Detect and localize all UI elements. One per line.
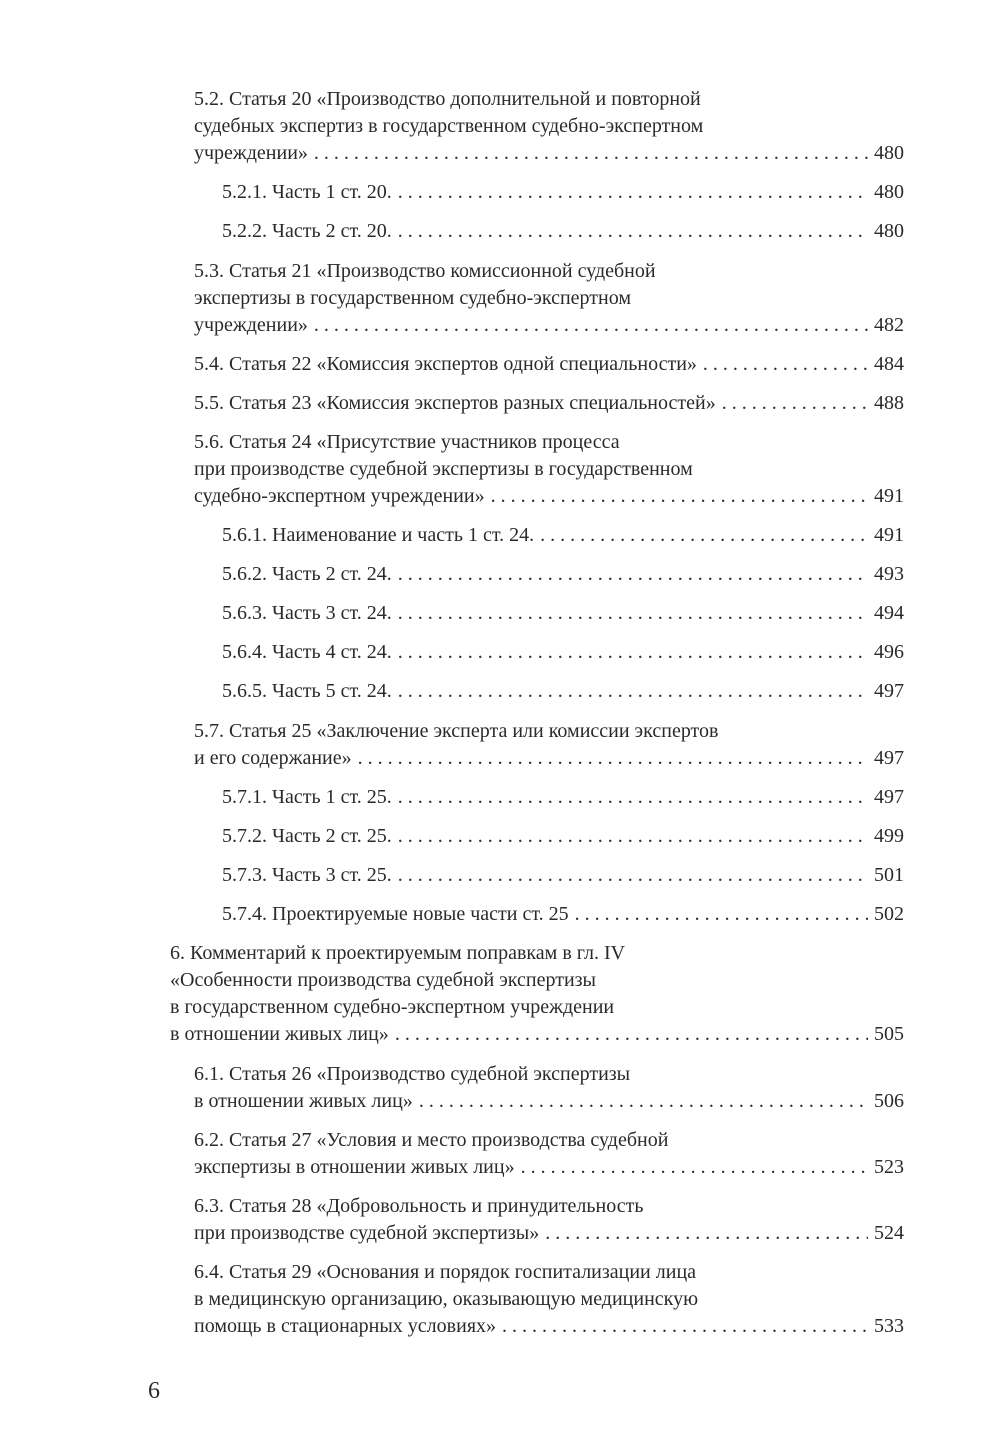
leader-dots — [398, 218, 868, 245]
leader-dots — [575, 901, 868, 928]
toc-entry-5-3 — [194, 258, 904, 339]
toc-entry-6-2 — [194, 1127, 904, 1181]
toc-entry-text: помощь в стационарных условиях» — [194, 1315, 497, 1337]
toc-entry-line: 6.2. Статья 27 «Условия и место производства судебной — [194, 1129, 669, 1151]
toc-entry-text: 5.7.1. Часть 1 ст. 25. — [222, 786, 392, 808]
toc-entry-text: 5.4. Статья 22 «Комиссия экспертов одной специальности» — [194, 353, 697, 375]
toc-entry-text: 5.7.2. Часть 2 ст. 25. — [222, 825, 392, 847]
toc-entry-5-7-4 — [222, 901, 904, 928]
toc-entry-5-7 — [194, 718, 904, 772]
leader-dots — [398, 823, 868, 850]
leader-dots — [703, 351, 868, 378]
toc-entry-text: 5.7.4. Проектируемые новые части ст. 25 — [222, 903, 569, 925]
toc-entry-line: экспертизы в государственном судебно-экспертном — [194, 287, 631, 309]
toc-entry-text: при производстве судебной экспертизы» — [194, 1222, 540, 1244]
toc-entry-5-6-3 — [222, 600, 904, 627]
toc-entry-text: экспертизы в отношении живых лиц» — [194, 1156, 515, 1178]
toc-entry-text: 5.2.2. Часть 2 ст. 20. — [222, 220, 392, 242]
toc-entry-text: 5.6.4. Часть 4 ст. 24. — [222, 641, 392, 663]
toc-entry-6-4 — [194, 1259, 904, 1340]
toc-page-number: 491 — [874, 524, 904, 546]
toc-page-number: 523 — [874, 1156, 904, 1178]
toc-page-number: 497 — [874, 680, 904, 702]
toc-entry-line: «Особенности производства судебной экспертизы — [170, 969, 596, 991]
toc-entry-line: 6.1. Статья 26 «Производство судебной экспертизы — [194, 1063, 631, 1085]
toc-entry-5-4 — [194, 351, 904, 378]
toc-page-number: 497 — [874, 747, 904, 769]
leader-dots — [398, 639, 868, 666]
toc-entry-5-6-5 — [222, 678, 904, 705]
leader-dots — [395, 1021, 868, 1048]
toc-page-number: 506 — [874, 1090, 904, 1112]
toc-entry-5-5 — [194, 390, 904, 417]
toc-page-number: 484 — [874, 353, 904, 375]
leader-dots — [314, 312, 868, 339]
toc-page-number: 505 — [874, 1023, 904, 1045]
toc-page-number: 533 — [874, 1315, 904, 1337]
toc-page-number: 502 — [874, 903, 904, 925]
toc-page-number: 494 — [874, 602, 904, 624]
page-number: 6 — [148, 1378, 160, 1404]
leader-dots — [314, 140, 868, 167]
toc-page-number: 497 — [874, 786, 904, 808]
toc-entry-text: судебно-экспертном учреждении» — [194, 485, 485, 507]
toc-entry-5-6 — [194, 429, 904, 510]
toc-page-number: 496 — [874, 641, 904, 663]
toc-entry-text: учреждении» — [194, 142, 308, 164]
leader-dots — [398, 678, 868, 705]
toc-entry-5-2 — [194, 86, 904, 167]
toc-entry-5-6-4 — [222, 639, 904, 666]
toc-page-number: 488 — [874, 392, 904, 414]
leader-dots — [398, 179, 868, 206]
toc-entry-line: при производстве судебной экспертизы в государственном — [194, 458, 693, 480]
leader-dots — [358, 745, 868, 772]
toc-entry-5-7-2 — [222, 823, 904, 850]
leader-dots — [398, 561, 868, 588]
toc-entry-line: 5.3. Статья 21 «Производство комиссионной судебной — [194, 260, 656, 282]
toc-entry-line: 6.4. Статья 29 «Основания и порядок госпитализации лица — [194, 1261, 697, 1283]
toc-entry-text: учреждении» — [194, 314, 308, 336]
leader-dots — [545, 1220, 868, 1247]
toc-entry-5-2-1 — [222, 179, 904, 206]
toc-entry-text: 5.6.1. Наименование и часть 1 ст. 24. — [222, 524, 535, 546]
toc-page-number: 499 — [874, 825, 904, 847]
toc-page-number: 482 — [874, 314, 904, 336]
toc-entry-text: в отношении живых лиц» — [170, 1023, 389, 1045]
toc-entry-5-7-1 — [222, 784, 904, 811]
toc-page-number: 493 — [874, 563, 904, 585]
toc-entry-text: 5.6.3. Часть 3 ст. 24. — [222, 602, 392, 624]
toc-entry-line: 5.2. Статья 20 «Производство дополнительной и повторной — [194, 88, 701, 110]
toc-entry-line: в медицинскую организацию, оказывающую медицинскую — [194, 1288, 699, 1310]
toc-page-number: 480 — [874, 142, 904, 164]
leader-dots — [521, 1154, 868, 1181]
toc-entry-text: 5.2.1. Часть 1 ст. 20. — [222, 181, 392, 203]
toc-entry-text: и его содержание» — [194, 747, 352, 769]
toc-entry-5-6-2 — [222, 561, 904, 588]
toc-entry-text: 5.6.5. Часть 5 ст. 24. — [222, 680, 392, 702]
toc-entry-text: в отношении живых лиц» — [194, 1090, 413, 1112]
toc-entry-6-3 — [194, 1193, 904, 1247]
toc-entry-line: 6. Комментарий к проектируемым поправкам в гл. IV — [170, 942, 626, 964]
leader-dots — [540, 522, 868, 549]
leader-dots — [398, 784, 868, 811]
leader-dots — [398, 600, 868, 627]
leader-dots — [419, 1088, 868, 1115]
toc-entry-text: 5.5. Статья 23 «Комиссия экспертов разных специальностей» — [194, 392, 716, 414]
toc-entry-5-6-1 — [222, 522, 904, 549]
leader-dots — [722, 390, 868, 417]
toc-entry-line: судебных экспертиз в государственном судебно-экспертном — [194, 115, 704, 137]
toc-entry-line: 5.6. Статья 24 «Присутствие участников процесса — [194, 431, 620, 453]
toc-page-number: 524 — [874, 1222, 904, 1244]
leader-dots — [398, 862, 868, 889]
toc-entry-line: в государственном судебно-экспертном учреждении — [170, 996, 615, 1018]
toc-page-number: 491 — [874, 485, 904, 507]
toc-entry-5-7-3 — [222, 862, 904, 889]
toc-entry-text: 5.6.2. Часть 2 ст. 24. — [222, 563, 392, 585]
toc-entry-5-2-2 — [222, 218, 904, 245]
toc-entry-6 — [170, 940, 904, 1048]
toc-entry-6-1 — [194, 1061, 904, 1115]
leader-dots — [502, 1313, 868, 1340]
toc-page-number: 480 — [874, 220, 904, 242]
toc-entry-text: 5.7.3. Часть 3 ст. 25. — [222, 864, 392, 886]
toc-entry-line: 5.7. Статья 25 «Заключение эксперта или комиссии экспертов — [194, 720, 719, 742]
toc-entry-line: 6.3. Статья 28 «Добровольность и принудительность — [194, 1195, 644, 1217]
toc-page-number: 501 — [874, 864, 904, 886]
leader-dots — [491, 483, 868, 510]
toc-page-number: 480 — [874, 181, 904, 203]
